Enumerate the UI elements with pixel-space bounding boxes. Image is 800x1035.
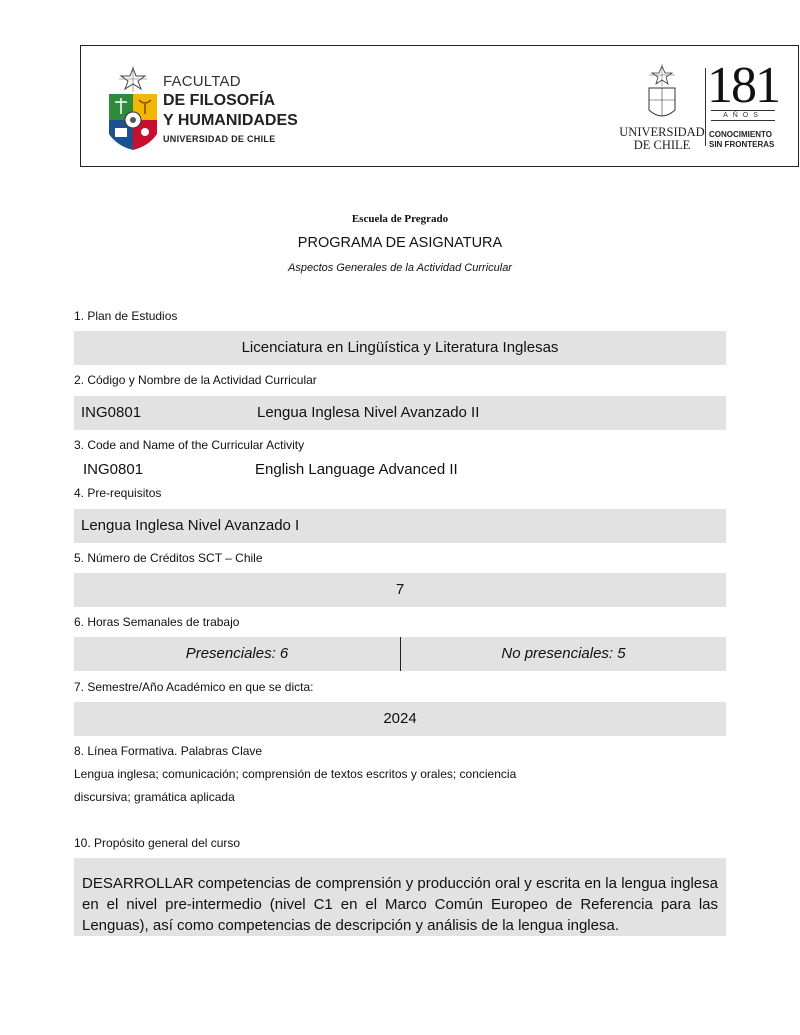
keywords-line1: Lengua inglesa; comunicación; comprensión de textos escritos y orales; conciencia: [74, 767, 517, 781]
non-contact-hours: No presenciales: 5: [501, 645, 626, 662]
section10-label: 10. Propósito general del curso: [74, 836, 241, 850]
section3-label: 3. Code and Name of the Curricular Activity: [74, 438, 305, 452]
section6-label: 6. Horas Semanales de trabajo: [74, 615, 240, 629]
contact-hours: Presenciales: 6: [185, 645, 289, 662]
star-icon: [649, 64, 675, 86]
credits-field: 7: [74, 573, 726, 607]
header-box: [80, 45, 799, 167]
keywords-line2: discursiva; gramática aplicada: [74, 790, 235, 804]
tagline-line2: SIN FRONTERAS: [709, 140, 775, 149]
faculty-line3: Y HUMANIDADES: [163, 112, 298, 129]
course-code: ING0801: [81, 404, 142, 421]
anniversary-number: 181: [707, 57, 779, 114]
star-icon: [119, 66, 147, 92]
section5-label: 5. Número de Créditos SCT – Chile: [74, 551, 263, 565]
course-name-es: Lengua Inglesa Nivel Avanzado II: [257, 404, 480, 421]
uchile-line2: DE CHILE: [633, 138, 691, 152]
faculty-line4: UNIVERSIDAD DE CHILE: [163, 134, 276, 144]
faculty-line2: DE FILOSOFÍA: [163, 92, 275, 109]
faculty-name: [163, 74, 298, 144]
course-name-en: English Language Advanced II: [255, 461, 458, 478]
section2-label: 2. Código y Nombre de la Actividad Curricular: [74, 373, 317, 387]
faculty-shield-logo: [107, 66, 159, 152]
study-plan-field: Licenciatura en Lingüística y Literatura Inglesas: [74, 331, 726, 365]
logo-divider: [705, 68, 706, 146]
uchile-line1: UNIVERSIDAD: [619, 125, 705, 139]
course-code-en: ING0801: [83, 461, 144, 478]
anniversary-word: AÑOS: [711, 110, 775, 121]
section1-label: 1. Plan de Estudios: [74, 309, 178, 323]
uchile-name: [619, 126, 705, 152]
course-code-name-field: [74, 396, 726, 430]
faculty-line1: FACULTAD: [163, 73, 241, 90]
anniversary-tagline: [709, 130, 774, 150]
course-purpose-field: DESARROLLAR competencias de comprensión y producción oral y escrita en la lengua inglesa en el nivel pre-intermedio (nivel C1 en el Marco Común Europeo de Referencia para las Lenguas), así como competencias de descripción y análisis de la lengua inglesa.: [74, 858, 726, 936]
program-subtitle: Aspectos Generales de la Actividad Curricular: [288, 262, 512, 274]
weekly-hours-field: [74, 637, 726, 671]
section8-label: 8. Línea Formativa. Palabras Clave: [74, 744, 263, 758]
section7-label: 7. Semestre/Año Académico en que se dicta:: [74, 680, 314, 694]
academic-year-field: 2024: [74, 702, 726, 736]
section4-label: 4. Pre-requisitos: [74, 486, 162, 500]
tagline-line1: CONOCIMIENTO: [709, 130, 772, 139]
program-title: PROGRAMA DE ASIGNATURA: [297, 235, 503, 251]
uchile-crest-logo: [641, 64, 683, 124]
school-title: Escuela de Pregrado: [351, 213, 449, 225]
prerequisites-field: Lengua Inglesa Nivel Avanzado I: [74, 509, 726, 543]
